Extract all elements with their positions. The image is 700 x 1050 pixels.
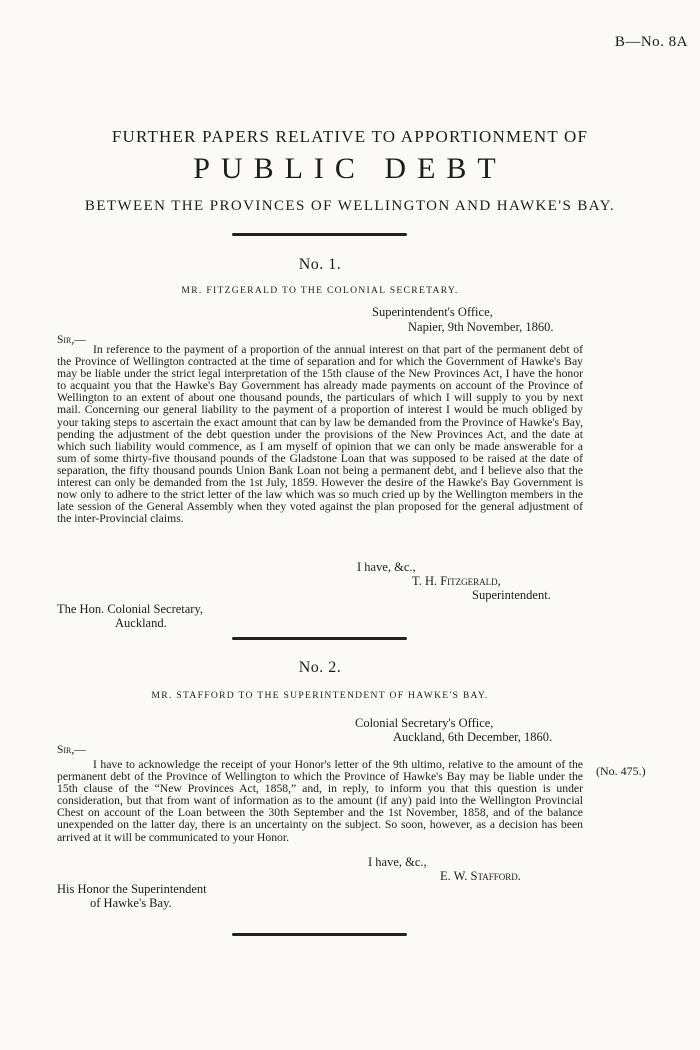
letter-heading: MR. FITZGERALD TO THE COLONIAL SECRETARY. <box>181 285 459 296</box>
signatory-title: Superintendent. <box>472 588 551 602</box>
letter-heading: MR. STAFFORD TO THE SUPERINTENDENT OF HAWKE'S BAY. <box>151 690 489 701</box>
sender-office: Superintendent's Office, <box>372 305 493 319</box>
document-title-line1: FURTHER PAPERS RELATIVE TO APPORTIONMENT OF <box>111 127 589 146</box>
closing: I have, &c., <box>357 560 416 574</box>
signature: E. W. Stafford. <box>440 869 521 883</box>
closing: I have, &c., <box>368 855 427 869</box>
letter-body: I have to acknowledge the receipt of your Honor's letter of the 9th ultimo, relative to the amount of the permanent debt of the Province of Wellington to which the Province of Hawke's Bay may be liable under the 15th clause of the “New Provinces Act, 1858,” and, in reply, to inform you that this question is under consideration, but that from want of information as to the amount (if any) paid into the Wellington Provincial Chest on account of the Loan between the 30th September and the 1st November, 1858, and of the balance unexpended on the latter day, there is an uncertainty on the subject. So soon, however, as a decision has been arrived at it will be communicated to your Honor. <box>57 758 583 844</box>
addressee-line2: Auckland. <box>115 616 167 630</box>
sender-office: Colonial Secretary's Office, <box>355 716 494 730</box>
document-title-line3: BETWEEN THE PROVINCES OF WELLINGTON AND HAWKE'S BAY. <box>84 198 616 214</box>
page-reference: B—No. 8A <box>614 34 688 50</box>
addressee-line1: The Hon. Colonial Secretary, <box>57 602 204 616</box>
addressee-line2: of Hawke's Bay. <box>90 896 172 910</box>
document-title-main: PUBLIC DEBT <box>193 152 507 185</box>
margin-note: (No. 475.) <box>596 764 646 778</box>
place-date: Napier, 9th November, 1860. <box>408 320 554 334</box>
place-date: Auckland, 6th December, 1860. <box>393 730 553 744</box>
addressee-line1: His Honor the Superintendent <box>57 882 207 896</box>
letter-number: No. 2. <box>298 659 342 676</box>
divider-rule <box>232 933 407 936</box>
letter-number: No. 1. <box>298 256 342 273</box>
signature: T. H. Fitzgerald, <box>412 574 501 588</box>
letter-body: In reference to the payment of a proportion of the annual interest on that part of the permanent debt of the Province of Wellington contracted at the time of separation and for which the Government of Hawke's Bay may be liable under the strict legal interpretation of the 15th clause of the New Provinces Act, I have the honor to acquaint you that the Hawke's Bay Government has already made payments on account of the Province of Wellington to an extent of about one thousand pounds, the particulars of which I will supply to you by next mail. Concerning our general liability to the payment of a proportion of interest I would be much obliged by your taking steps to ascertain the exact amount that can by law be demanded from the Province of Hawke's Bay, pending the adjustment of the debt question under the provisions of the New Provinces Act, and the date at which such liability would commence, as I am myself of opinion that we can only be made answerable for a sum of some thirty-five thousand pounds of the Gladstone Loan that was supposed to be raised at the date of separation, the fifty thousand pounds Union Bank Loan not being a permanent debt, and I believe also that the interest can only be demanded from the 1st July, 1859. However the desire of the Hawke's Bay Government is now only to adhere to the strict letter of the law which was so much cried up by the Wellington members in the late session of the General Assembly when they voted against the plan proposed for the general adjustment of the inter-Provincial claims. <box>57 343 583 526</box>
salutation: Sir,— <box>57 334 86 346</box>
divider-rule <box>232 637 407 640</box>
divider-rule <box>232 233 407 236</box>
salutation: Sir,— <box>57 744 86 756</box>
